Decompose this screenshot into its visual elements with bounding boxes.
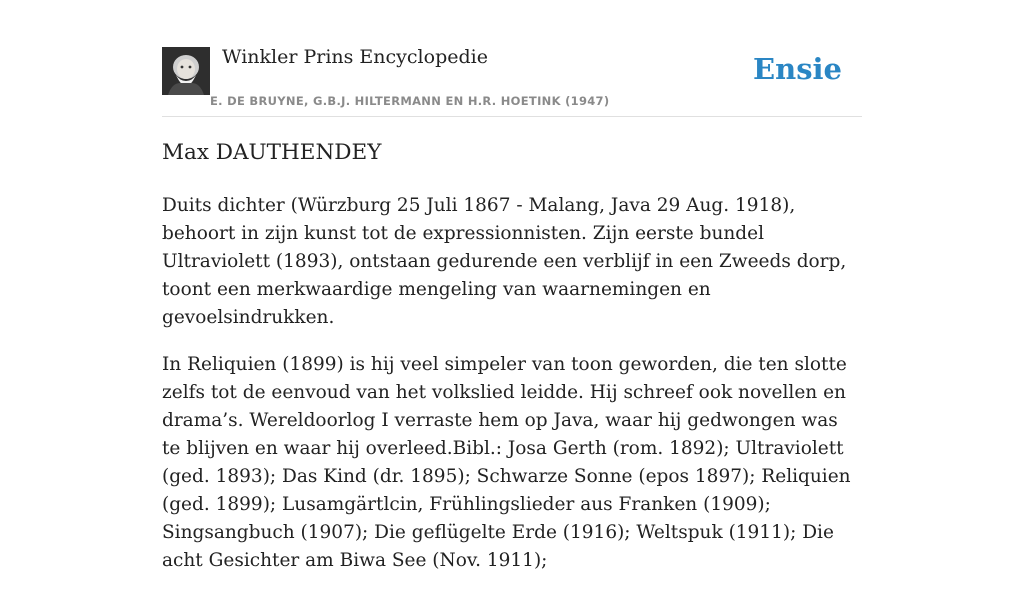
portrait-icon: [162, 47, 210, 95]
paragraph-2: In Reliquien (1899) is hij veel simpeler van toon geworden, die ten slotte zelfs tot de eenvoud van het volkslied leidde. Hij schreef ook novellen en drama’s. Wereldoorlog I verraste hem op Java, waar hij gedwongen was te blijven en waar hij overleed.Bibl.: Josa Gerth (rom. 1892); Ultraviolett (ged. 1893); Das Kind (dr. 1895); Schwarze Sonne (epos 1897); Reliquien (ged. 1899); Lusamgärtlcin, Frühlingslieder aus Franken (1909); Singsangbuch (1907); Die geflügelte Erde (1916); Weltspuk (1911); Die acht Gesichter am Biwa See (Nov. 1911);: [162, 354, 851, 571]
ensie-logo[interactable]: Ensie: [753, 52, 842, 86]
entry-title: Max DAUTHENDEY: [162, 140, 382, 165]
paragraph-1: Duits dichter (Würzburg 25 Juli 1867 - Malang, Java 29 Aug. 1918), behoort in zijn kunst tot de expressionnisten. Zijn eerste bundel Ultraviolett (1893), ontstaan gedurende een verblijf in een Zweeds dorp, toont een merkwaardige mengeling van waarnemingen en gevoelsindrukken.: [162, 195, 847, 328]
site-title[interactable]: Winkler Prins Encyclopedie: [222, 46, 488, 68]
entry-body: [162, 192, 862, 594]
authors-credit: E. DE BRUYNE, G.B.J. HILTERMANN EN H.R. HOETINK (1947): [210, 94, 610, 108]
author-avatar[interactable]: [162, 47, 210, 95]
header: [162, 44, 862, 117]
